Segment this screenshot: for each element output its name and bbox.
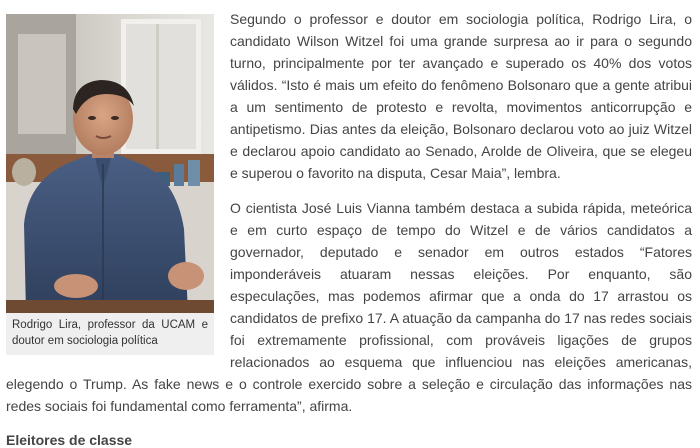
paragraph-2: O cientista José Luis Vianna também destaca a subida rápida, meteórica e em curto espaço de tempo do Witzel e de vários candidatos a governador, deputado e senador em outros estados “Fatores imponderáveis atuaram nessas eleições. Por enquanto, são especulações, mas podemos afirmar que a onda do 17 arrastou os candidatos de prefixo 17. A atuação da campanha do 17 nas redes sociais foi extremamente profissional, com prováveis ligações de grupos relacionados ao esquema que influenciou nas eleições americanas, elegendo o Trump. As fake news e o controle exercido sobre a seleção e circulação das informações nas redes sociais foi fundamental como ferramenta”, afirma. xyxy=(6,200,692,414)
paragraph-1: Segundo o professor e doutor em sociologia política, Rodrigo Lira, o candidato Wilson Witzel foi uma grande surpresa ao ir para o segundo turno, principalmente por ter avançado e superado os 40% dos votos válidos. “Isto é mais um efeito do fenômeno Bolsonaro que a gente atribui a um sentimento de protesto e revolta, movimentos anticorrupção e antipetismo. Dias antes da eleição, Bolsonaro declarou voto ao juiz Witzel e declarou apoio candidato ao Senado, Arolde de Oliveira, que se elegeu e superou o favorito na disputa, Cesar Maia”, lembra. xyxy=(230,11,692,181)
portrait-photo[interactable] xyxy=(6,14,214,313)
article-figure xyxy=(6,14,214,355)
section-subheading: Eleitores de classe xyxy=(6,432,133,448)
article-body xyxy=(6,8,692,448)
figure-caption: Rodrigo Lira, professor da UCAM e doutor em sociologia política xyxy=(12,319,208,347)
